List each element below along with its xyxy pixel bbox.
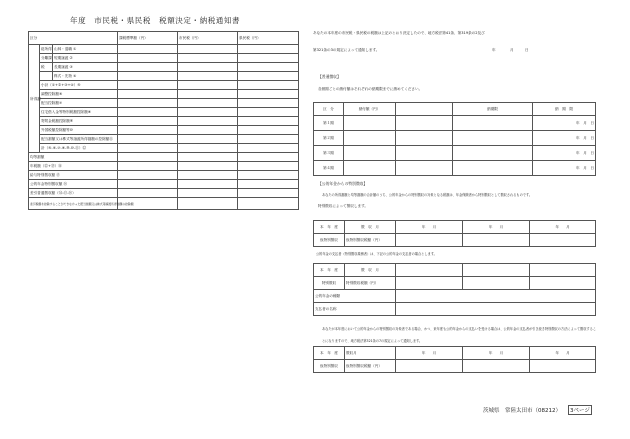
- value-cell: [118, 108, 178, 117]
- pension-text-1: あなたの所得割額と均等割額の合計額のうち、公的年金からの特別徴収の対象となる税額は、年金保険者から特別徴収として徴収されるものです。: [322, 193, 533, 197]
- intro-line-1: あなたの本年度の市民税・県民税の税額は上記のとおり決定したので、地方税法第41条、第319条の2及び: [313, 31, 485, 35]
- value-cell: [118, 45, 178, 54]
- header-cell: 課税標準額（円）: [118, 32, 178, 45]
- year-label: 年: [555, 351, 559, 355]
- value-cell: [118, 144, 178, 153]
- row-label: 均等割額: [29, 153, 118, 162]
- month-label: 月: [432, 351, 437, 355]
- value-cell: [344, 161, 396, 176]
- value-cell: [453, 161, 533, 176]
- period-label: 第１期: [314, 116, 344, 131]
- value-cell: [238, 162, 299, 171]
- value-cell: [118, 171, 178, 180]
- value-cell: [530, 264, 596, 277]
- pension-heading: 【公的年金からの特別徴収】: [318, 181, 368, 186]
- year-label: 年: [421, 351, 426, 355]
- row-label: 仮特別徴収税額（円）: [345, 234, 396, 247]
- sub-cell: 総所得: [40, 45, 53, 54]
- value-cell: [178, 144, 238, 153]
- pension-table-3: [313, 346, 596, 373]
- due-year: 年: [576, 121, 580, 125]
- value-cell: [178, 63, 238, 72]
- month-cell: [530, 221, 596, 234]
- due-day: 日: [590, 151, 594, 155]
- table-row: [29, 171, 299, 180]
- due-month: 月: [583, 121, 587, 125]
- value-cell: [344, 116, 396, 131]
- value-cell: [178, 90, 238, 99]
- value-cell: [238, 99, 299, 108]
- row-label: 外国税額控除額等⑩: [40, 126, 118, 135]
- value-cell: [238, 81, 299, 90]
- value-cell: [344, 146, 396, 161]
- row-label: 住宅借入金等特別税額控除額⑧: [40, 108, 118, 117]
- pension-text-2: 特別徴収によって徴収します。: [318, 204, 369, 208]
- table-row: [29, 90, 299, 99]
- due-year: 年: [576, 166, 580, 170]
- value-cell: [238, 189, 299, 198]
- row-label: 調整控除額⑥: [40, 90, 118, 99]
- table-row: [29, 108, 299, 117]
- month-label: 月: [566, 225, 570, 229]
- futsu-table: [313, 102, 596, 176]
- period-label: 第２期: [314, 131, 344, 146]
- month-label: 月: [499, 225, 504, 229]
- pension-text-4a: [322, 323, 598, 347]
- row-label: 徴 収 月: [345, 221, 396, 234]
- due-month: 月: [583, 151, 587, 155]
- value-cell: [178, 198, 238, 210]
- value-cell: [238, 54, 299, 63]
- value-cell: [453, 146, 533, 161]
- value-cell: [463, 234, 530, 247]
- page-title: 年度 市民税・県民税 税額決定・納税通知書: [70, 16, 241, 25]
- due-date: [533, 161, 596, 176]
- month-label: 月: [432, 225, 437, 229]
- month-cell: [396, 221, 463, 234]
- table-row: [314, 264, 596, 277]
- pension-table-2: [313, 263, 596, 316]
- row-label: 徴収月: [345, 347, 396, 360]
- due-year: 年: [576, 151, 580, 155]
- row-label: 差引税額を控除することができなかった配当割額又は株式等譲渡所得割額の控除額: [29, 198, 118, 210]
- row-label: 特別徴収税額（円）: [345, 277, 396, 290]
- table-row: [314, 303, 596, 316]
- header-cell: 納期限: [453, 103, 533, 116]
- month-label: 月: [499, 351, 504, 355]
- row-label: 仮特別徴収: [314, 360, 345, 373]
- row-label: 公的年金の種類: [314, 290, 396, 303]
- value-cell: [238, 135, 299, 144]
- year-label: 年: [488, 351, 493, 355]
- tax-amount-table: [28, 31, 299, 210]
- table-row: [29, 117, 299, 126]
- sub-cell: 分離課: [40, 54, 53, 63]
- value-cell: [118, 135, 178, 144]
- value-cell: [118, 126, 178, 135]
- value-cell: [453, 116, 533, 131]
- value-cell: [238, 117, 299, 126]
- due-day: 日: [590, 136, 594, 140]
- value-cell: [238, 45, 299, 54]
- futsu-heading: 【普通徴収】: [318, 74, 341, 79]
- row-label: 本 年 度: [314, 221, 345, 234]
- table-header-row: [314, 103, 596, 116]
- futsu-note: 各納期ごとの納付額はそれぞれの納期限までに納めてください。: [318, 87, 423, 91]
- value-cell: [238, 180, 299, 189]
- municipality-label: 茨城県 常陸太田市（08212）: [483, 408, 561, 414]
- year-label: 年: [421, 225, 426, 229]
- row-label: 短期譲渡 ②: [53, 54, 118, 63]
- value-cell: [178, 189, 238, 198]
- table-row: [314, 116, 596, 131]
- table-header-row: [29, 32, 299, 45]
- value-cell: [118, 117, 178, 126]
- value-cell: [453, 131, 533, 146]
- value-cell: [178, 135, 238, 144]
- period-label: 第４期: [314, 161, 344, 176]
- row-label: 配当控除額⑦: [40, 99, 118, 108]
- row-label: 配当割額又は株式等譲渡所得割額の控除額⑪: [40, 135, 118, 144]
- period-label: 第３期: [314, 146, 344, 161]
- value-cell: [178, 54, 238, 63]
- value-cell: [118, 180, 178, 189]
- value-cell: [530, 277, 596, 290]
- table-row: [29, 45, 299, 54]
- value-cell: [178, 99, 238, 108]
- value-cell: [530, 234, 596, 247]
- table-row: [29, 189, 299, 198]
- table-row: [29, 198, 299, 210]
- value-cell: [238, 153, 299, 162]
- value-cell: [238, 90, 299, 99]
- header-cell: 納 期 限: [533, 103, 596, 116]
- value-cell: [396, 161, 453, 176]
- value-cell: [396, 290, 596, 303]
- value-cell: [238, 108, 299, 117]
- header-cell: [396, 103, 453, 116]
- month-cell: [396, 347, 463, 360]
- table-row: [314, 161, 596, 176]
- value-cell: [463, 277, 530, 290]
- month-cell: [463, 221, 530, 234]
- value-cell: [463, 360, 530, 373]
- value-cell: [396, 234, 463, 247]
- value-cell: [396, 360, 463, 373]
- value-cell: [238, 72, 299, 81]
- value-cell: [396, 264, 463, 277]
- month-cell: [463, 347, 530, 360]
- value-cell: [178, 171, 238, 180]
- year-label: 年: [488, 225, 493, 229]
- row-label: 仮特別徴収税額（円）: [345, 360, 396, 373]
- table-row: [29, 144, 299, 153]
- table-row: [314, 234, 596, 247]
- header-cell: 区 分: [314, 103, 344, 116]
- value-cell: [178, 117, 238, 126]
- due-month: 月: [583, 136, 587, 140]
- table-row: [29, 153, 299, 162]
- row-label: 株式・先物 ④: [53, 72, 118, 81]
- value-cell: [238, 144, 299, 153]
- table-row: [29, 54, 299, 63]
- pension-text-3: 公的年金の支払者（特別徴収義務者）は、下記の公的年金の支払者の場合とします。: [316, 252, 437, 256]
- header-cell: 県民税（円）: [238, 32, 299, 45]
- table-row: [29, 135, 299, 144]
- value-cell: [118, 189, 178, 198]
- value-cell: [238, 171, 299, 180]
- row-label: 本 年 度: [314, 347, 345, 360]
- value-cell: [396, 131, 453, 146]
- value-cell: [238, 126, 299, 135]
- value-cell: [178, 108, 238, 117]
- table-row: [314, 347, 596, 360]
- due-day: 日: [590, 121, 594, 125]
- table-row: [29, 81, 299, 90]
- value-cell: [178, 81, 238, 90]
- month-label: 月: [566, 351, 570, 355]
- header-cell: 市民税（円）: [178, 32, 238, 45]
- row-label: 計（⑤-⑥-⑦-⑧-⑨-⑩-⑪）⑫: [40, 144, 118, 153]
- value-cell: [118, 54, 178, 63]
- value-cell: [178, 180, 238, 189]
- table-row: [29, 162, 299, 171]
- value-cell: [238, 63, 299, 72]
- due-date: [533, 116, 596, 131]
- intro-day: 日: [525, 48, 529, 52]
- table-row: [314, 221, 596, 234]
- value-cell: [178, 153, 238, 162]
- row-label: 徴 収 月: [345, 264, 396, 277]
- row-label: 差引普通徴収額（⑭-⑮-⑯）: [29, 189, 118, 198]
- value-cell: [178, 45, 238, 54]
- row-label: 特別徴収: [314, 277, 345, 290]
- table-row: [314, 277, 596, 290]
- header-cell: 納付額（円）: [344, 103, 396, 116]
- row-label: 寄附金税額控除額⑨: [40, 117, 118, 126]
- table-row: [314, 146, 596, 161]
- due-month: 月: [583, 166, 587, 170]
- value-cell: [118, 90, 178, 99]
- value-cell: [118, 153, 178, 162]
- year-label: 年: [555, 225, 559, 229]
- table-row: [29, 63, 299, 72]
- page-number: 3ページ: [568, 405, 592, 415]
- table-row: [29, 126, 299, 135]
- row-label: 公的年金特別徴収額 ⑯: [29, 180, 118, 189]
- due-year: 年: [576, 136, 580, 140]
- due-date: [533, 131, 596, 146]
- row-label: 給与特別徴収額 ⑮: [29, 171, 118, 180]
- value-cell: [118, 81, 178, 90]
- sub-cell: [40, 72, 53, 81]
- value-cell: [118, 99, 178, 108]
- row-label: 長期譲渡 ③: [53, 63, 118, 72]
- due-date: [533, 146, 596, 161]
- value-cell: [396, 116, 453, 131]
- value-cell: [396, 146, 453, 161]
- table-row: [314, 131, 596, 146]
- header-cell: 区分: [29, 32, 118, 45]
- due-day: 日: [590, 166, 594, 170]
- row-label: 小計（①+②+③+④）⑤: [40, 81, 118, 90]
- value-cell: [118, 63, 178, 72]
- table-row: [314, 360, 596, 373]
- table-row: [29, 72, 299, 81]
- intro-year: 年: [492, 48, 496, 52]
- value-cell: [396, 277, 463, 290]
- group-cell: 所得割: [29, 45, 40, 153]
- intro-line-2: 第321条の3の規定によって通知します。: [313, 48, 380, 52]
- row-label: 仮特別徴収: [314, 234, 345, 247]
- row-label: 年税額（⑫+⑬）⑭: [29, 162, 118, 171]
- value-cell: [178, 162, 238, 171]
- value-cell: [530, 360, 596, 373]
- row-label: 支払者の名称: [314, 303, 396, 316]
- value-cell: [178, 126, 238, 135]
- value-cell: [118, 162, 178, 171]
- value-cell: [463, 264, 530, 277]
- sub-cell: 税: [40, 63, 53, 72]
- table-row: [314, 290, 596, 303]
- pension-text-4: あなたが本年度において公的年金からの特別徴収の対象者である場合、かつ、来年度も公的年金からの支払いを受ける場合は、公的年金の支払者が引き続き特別徴収の方法によって徴収することになりますので、地方税法第321条の7の規定によって通知します。: [322, 327, 596, 343]
- row-label: 山林・退職 ①: [53, 45, 118, 54]
- value-cell: [118, 72, 178, 81]
- table-row: [29, 180, 299, 189]
- value-cell: [344, 131, 396, 146]
- value-cell: [178, 72, 238, 81]
- table-row: [29, 99, 299, 108]
- intro-month: 月: [510, 48, 514, 52]
- value-cell: [238, 198, 299, 210]
- month-cell: [530, 347, 596, 360]
- value-cell: [396, 303, 596, 316]
- pension-table-1: [313, 220, 596, 247]
- row-label: 本 年 度: [314, 264, 345, 277]
